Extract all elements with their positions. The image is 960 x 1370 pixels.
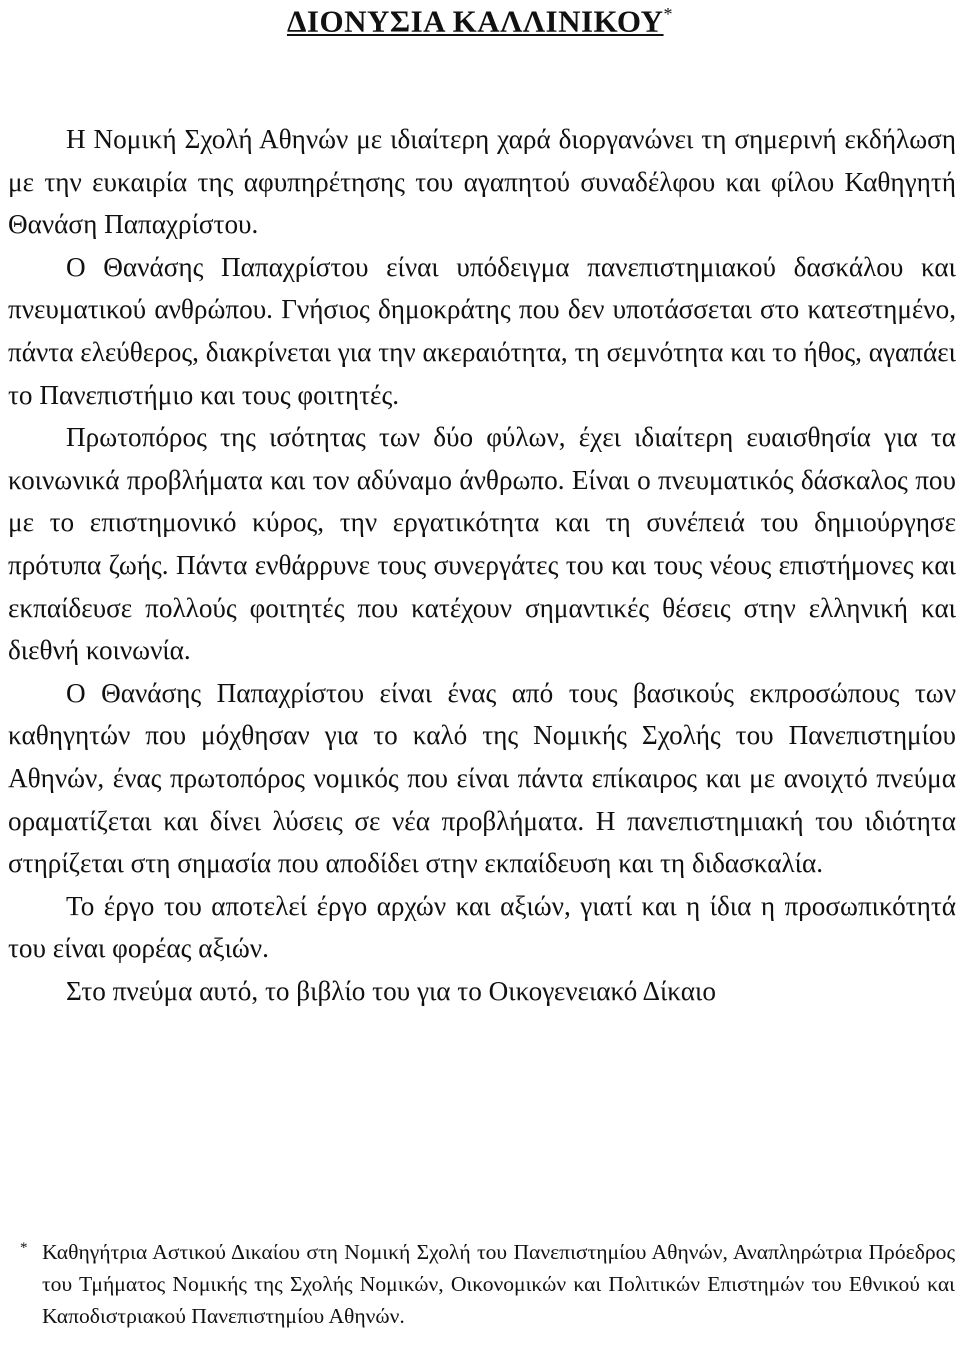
paragraph-1: Η Νομική Σχολή Αθηνών με ιδιαίτερη χαρά διοργανώνει τη σημερινή εκδήλωση με την ευκαιρία της αφυπηρέτησης του αγαπητού συναδέλφου και φίλου Καθηγητή Θανάση Παπαχρίστου. bbox=[8, 124, 956, 240]
paragraph-5: Το έργο του αποτελεί έργο αρχών και αξιών, γιατί και η ίδια η προσωπικότητά του είναι φορέας αξιών. bbox=[8, 890, 956, 964]
paragraph-2: Ο Θανάσης Παπαχρίστου είναι υπόδειγμα πανεπιστημιακού δασκάλου και πνευματικού ανθρώπου. Γνήσιος δημοκράτης που δεν υποτάσσεται στο κατεστημένο, πάντα ελεύθερος, διακρίνεται για την ακεραιότητα, τη σεμνότητα και το ήθος, αγαπάει το Πανεπιστήμιο και τους φοιτητές. bbox=[8, 251, 956, 410]
main-text bbox=[8, 118, 956, 1012]
footnote-reference-mark: * bbox=[663, 4, 674, 24]
footnote-text: Καθηγήτρια Αστικού Δικαίου στη Νομική Σχολή του Πανεπιστημίου Αθηνών, Αναπληρώτρια Πρόεδρος του Τμήματος Νομικής της Σχολής Νομικών, Οικονομικών και Πολιτικών Επιστημών του Εθνικού και Καποδιστριακού Πανεπιστημίου Αθηνών. bbox=[42, 1240, 955, 1329]
footnote bbox=[20, 1232, 955, 1333]
author-heading bbox=[0, 0, 960, 41]
footnote-mark: * bbox=[20, 1240, 28, 1256]
paragraph-6: Στο πνεύμα αυτό, το βιβλίο του για το Οικογενειακό Δίκαιο bbox=[66, 975, 716, 1006]
paragraph-3: Πρωτοπόρος της ισότητας των δύο φύλων, έχει ιδιαίτερη ευαισθησία για τα κοινωνικά προβλήματα και τον αδύναμο άνθρωπο. Είναι ο πνευματικός δάσκαλος που με το επιστημονικό κύρος, την εργατικότητα και τη συνέπειά του δημιούργησε πρότυπα ζωής. Πάντα ενθάρρυνε τους συνεργάτες του και τους νέους επιστήμονες και εκπαίδευσε πολλούς φοιτητές που κατέχουν σημαντικές θέσεις στην ελληνική και διεθνή κοινωνία. bbox=[8, 422, 956, 666]
paragraph-4: Ο Θανάσης Παπαχρίστου είναι ένας από τους βασικούς εκπροσώπους των καθηγητών που μόχθησαν για το καλό της Νομικής Σχολής του Πανεπιστημίου Αθηνών, ένας πρωτοπόρος νομικός που είναι πάντα επίκαιρος και με ανοιχτό πνεύμα οραματίζεται και δίνει λύσεις σε νέα προβλήματα. Η πανεπιστημιακή του ιδιότητα στηρίζεται στη σημασία που αποδίδει στην εκπαίδευση και τη διδασκαλία. bbox=[8, 677, 956, 879]
author-name: ΔΙΟΝΥΣΙΑ ΚΑΛΛΙΝΙΚΟΥ bbox=[286, 3, 664, 39]
